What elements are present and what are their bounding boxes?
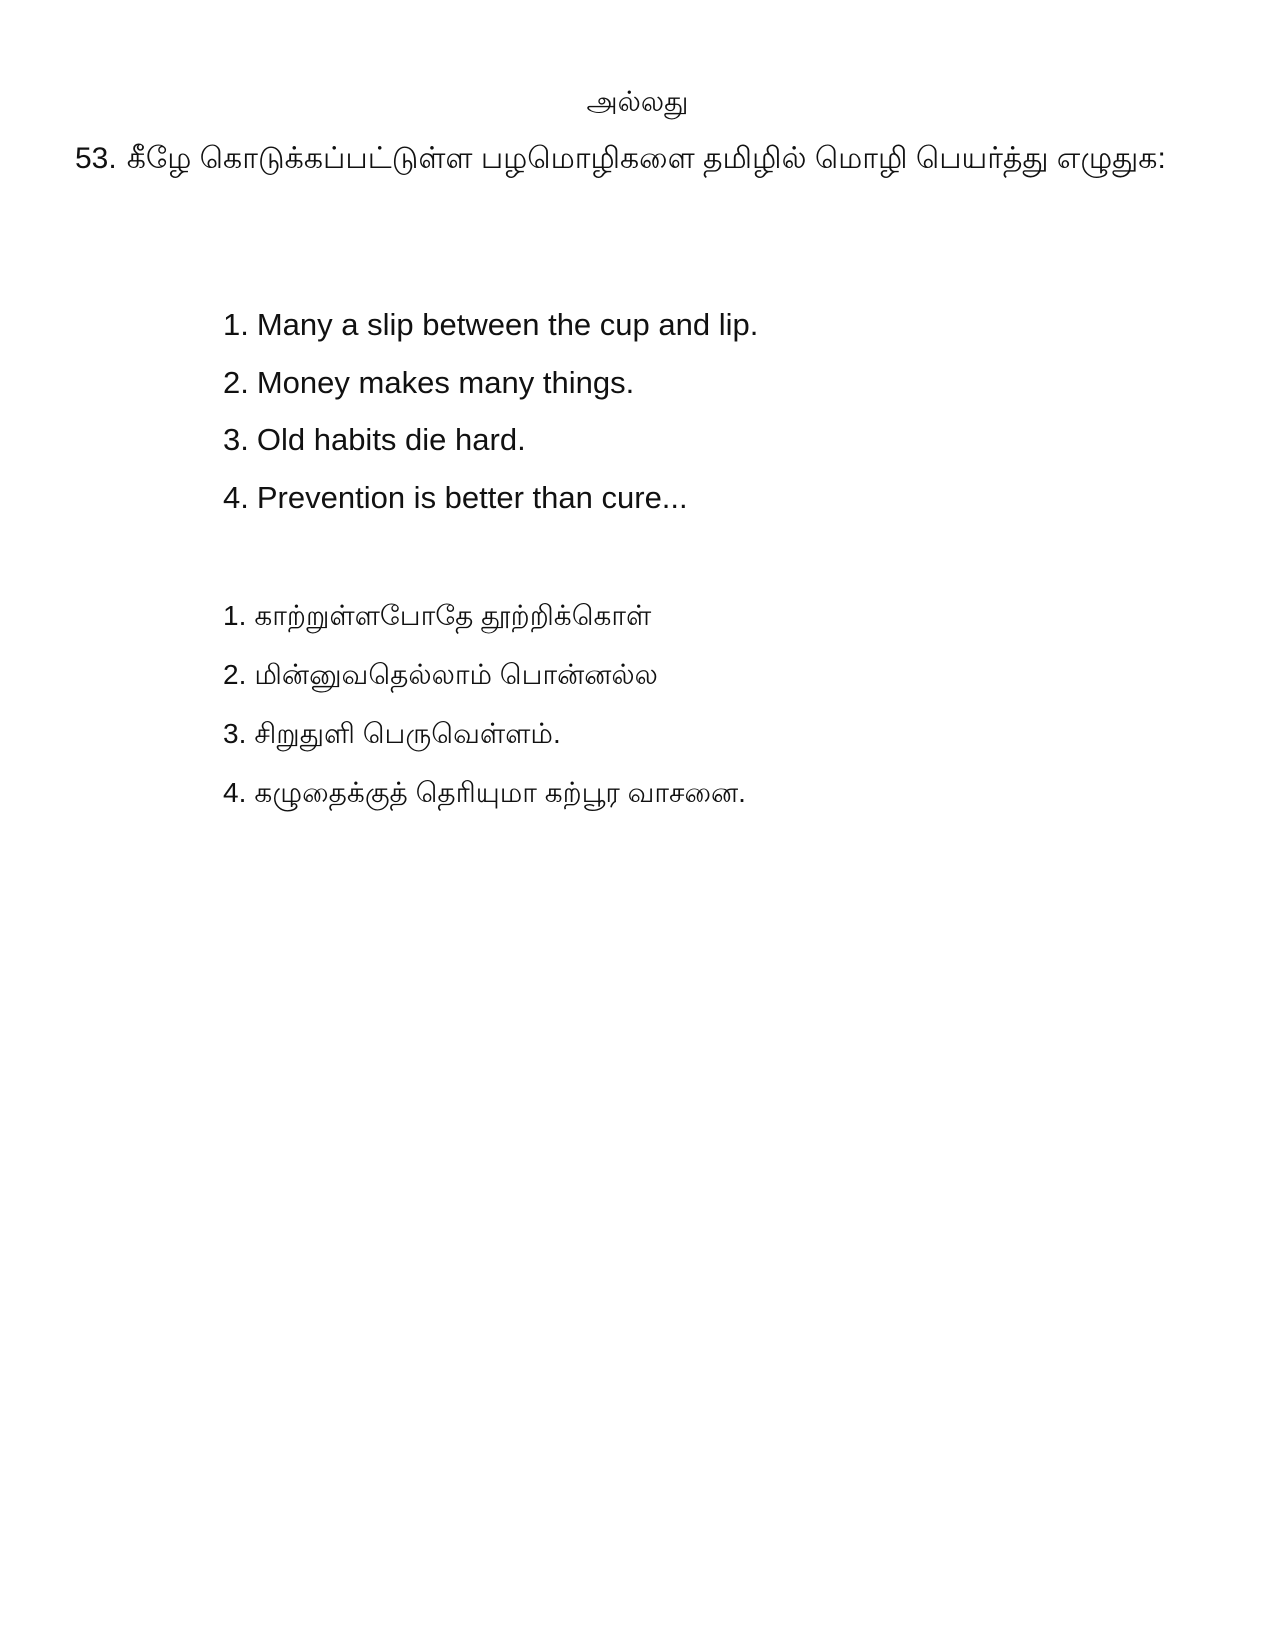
list-item — [223, 586, 746, 645]
item-text: Prevention is better than cure... — [256, 479, 688, 515]
item-text: காற்றுள்ளபோதே தூற்றிக்கொள் — [254, 600, 652, 631]
list-item — [223, 354, 758, 412]
list-item — [223, 763, 746, 822]
list-item — [223, 296, 758, 354]
tamil-proverb-list — [223, 586, 746, 822]
item-number: 1. — [223, 307, 249, 342]
english-proverb-list — [223, 296, 758, 526]
item-text: மின்னுவதெல்லாம் பொன்னல்ல — [254, 659, 658, 690]
item-number: 1. — [223, 600, 247, 631]
list-item — [223, 469, 758, 527]
item-number: 2. — [223, 659, 247, 690]
list-item — [223, 704, 746, 763]
item-text: கழுதைக்குத் தெரியுமா கற்பூர வாசனை. — [254, 777, 746, 808]
item-number: 4. — [223, 479, 249, 515]
question-text: கீழே கொடுக்கப்பட்டுள்ள பழமொழிகளை தமிழில் மொழி பெயர்த்து எழுதுக: — [126, 142, 1166, 175]
item-text: சிறுதுளி பெருவெள்ளம். — [254, 718, 561, 749]
item-number: 2. — [223, 364, 249, 400]
list-item — [223, 411, 758, 469]
item-text: Money makes many things. — [256, 364, 635, 400]
question-number: 53. — [75, 142, 117, 175]
item-number: 4. — [223, 777, 247, 808]
list-item — [223, 645, 746, 704]
item-text: Many a slip between the cup and lip. — [256, 307, 759, 342]
item-number: 3. — [223, 718, 247, 749]
item-text: Old habits die hard. — [256, 422, 526, 457]
question-prompt — [75, 130, 1205, 188]
section-heading: அல்லது — [586, 86, 689, 117]
item-number: 3. — [223, 422, 249, 457]
